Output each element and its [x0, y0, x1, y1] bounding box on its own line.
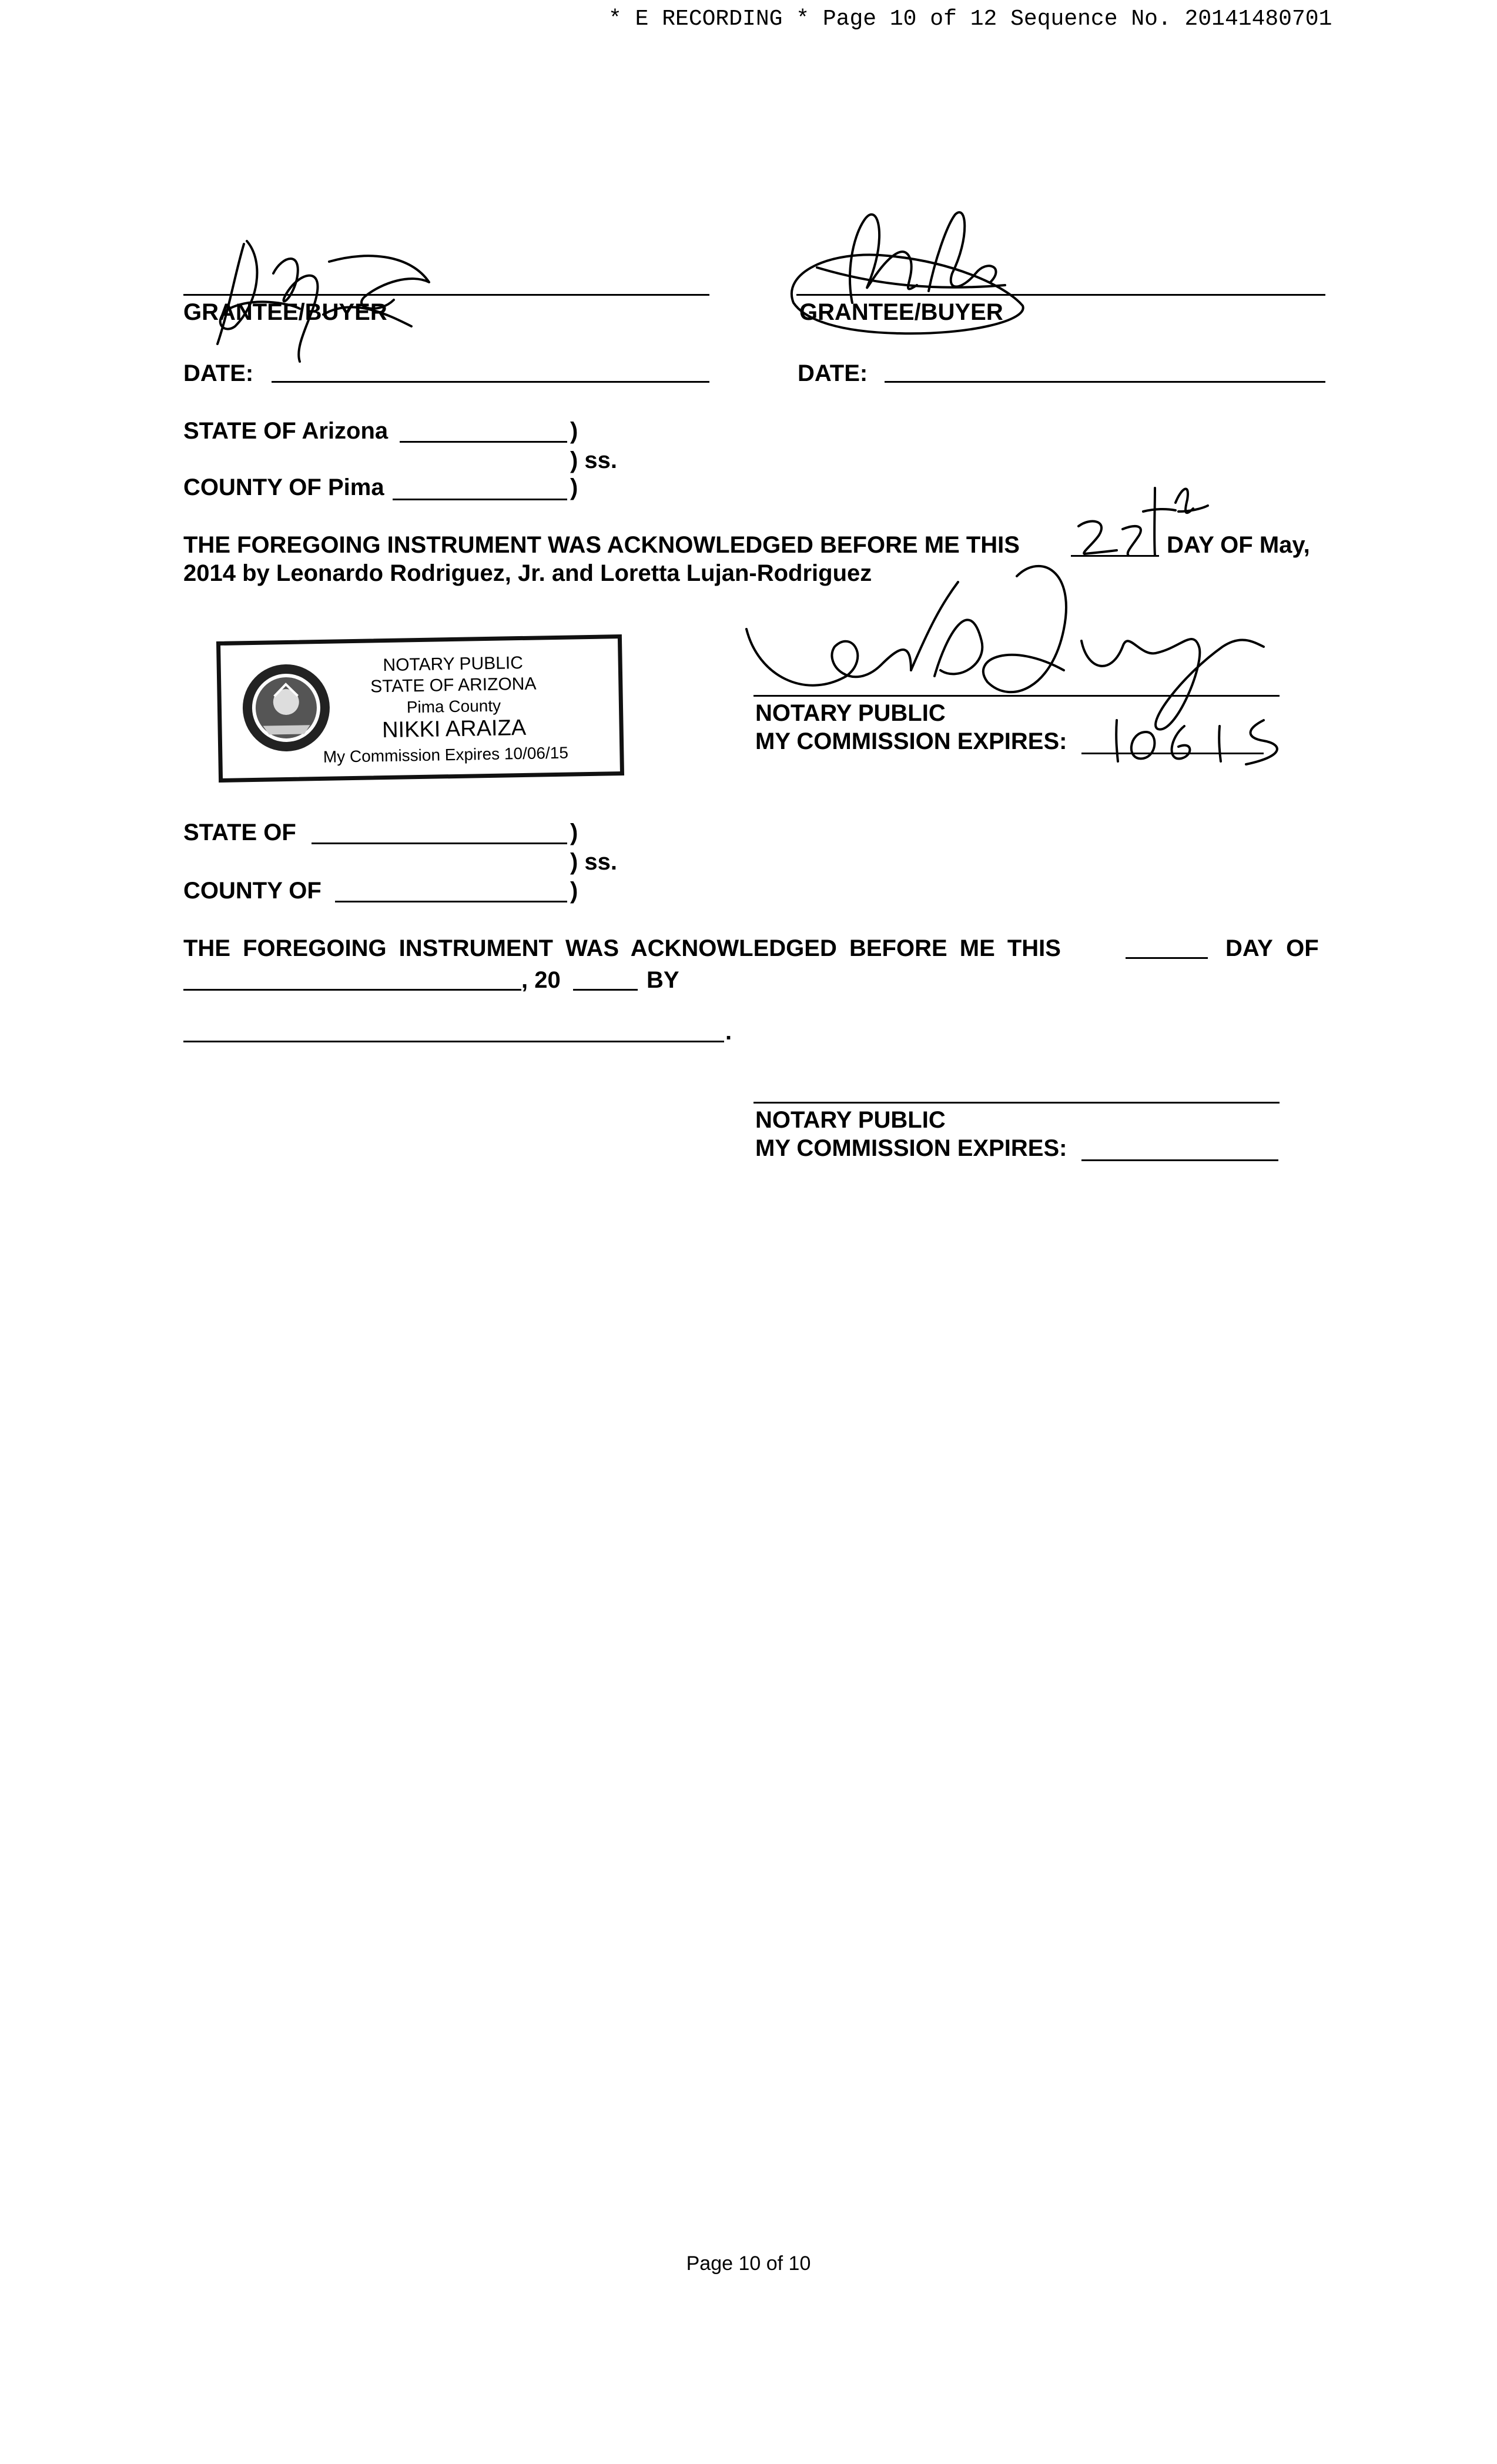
venue2-county-label: COUNTY OF [183, 878, 321, 904]
notary2-signature-line [753, 1102, 1280, 1104]
venue1-state-value: Arizona [302, 418, 389, 444]
venue2-close-paren-bottom: ) [570, 878, 578, 904]
notary-stamp [216, 634, 624, 783]
notary2-commission-line [1081, 1159, 1278, 1161]
ack2-text-post: DAY OF [1225, 935, 1319, 961]
stamp-line5: My Commission Expires 10/06/15 [323, 743, 569, 766]
stamp-line3: Pima County [406, 696, 501, 717]
venue1-ss: ) ss. [570, 447, 618, 473]
ack1-text-post: DAY OF May, [1167, 532, 1310, 558]
notary2-title: NOTARY PUBLIC [755, 1107, 946, 1133]
venue1-county-label: COUNTY OF [183, 474, 321, 500]
ack1-text-pre: THE FOREGOING INSTRUMENT WAS ACKNOWLEDGED BEFORE ME THIS [183, 532, 1020, 558]
notary1-signature-line [753, 695, 1280, 697]
grantee-label-right: GRANTEE/BUYER [799, 299, 1003, 325]
notary1-title: NOTARY PUBLIC [755, 700, 946, 726]
venue2-close-paren-top: ) [570, 820, 578, 845]
venue1-county-value: Pima [327, 474, 384, 500]
grantee-signature-left [176, 226, 458, 367]
venue1-state-line [400, 441, 567, 443]
venue2-ss: ) ss. [570, 849, 618, 875]
venue1-county-row [183, 474, 384, 501]
page-number: Page 10 of 10 [686, 2252, 811, 2275]
notary1-commission-handwriting [1105, 708, 1299, 773]
ack2-year-line [573, 989, 638, 991]
date-line-right [885, 381, 1325, 383]
ack2-year-prefix: , 20 [521, 967, 561, 993]
stamp-line2: STATE OF ARIZONA [370, 674, 537, 697]
grantee-label-left: GRANTEE/BUYER [183, 299, 387, 325]
venue1-state-label: STATE OF [183, 418, 296, 444]
ack2-day-line [1126, 957, 1208, 959]
venue1-close-paren-bottom: ) [570, 474, 578, 500]
ack2-period: . [725, 1019, 732, 1045]
notary2-commission-label: MY COMMISSION EXPIRES: [755, 1135, 1067, 1161]
stamp-line4: NIKKI ARAIZA [381, 715, 527, 743]
venue1-close-paren-top: ) [570, 418, 578, 444]
ack2-by: BY [647, 967, 679, 993]
venue2-state-line [312, 842, 567, 844]
venue1-county-line [393, 499, 567, 500]
state-seal-icon [239, 660, 334, 756]
grantee-signature-line-left [183, 294, 709, 296]
venue2-state-label: STATE OF [183, 820, 296, 845]
ack1-line2: 2014 by Leonardo Rodriguez, Jr. and Loretta Lujan-Rodriguez [183, 560, 872, 586]
ack2-name-line [183, 1041, 724, 1042]
date-label-right: DATE: [798, 360, 868, 386]
date-line-left [272, 381, 709, 383]
stamp-line1: NOTARY PUBLIC [383, 653, 524, 676]
notary1-commission-label: MY COMMISSION EXPIRES: [755, 728, 1067, 754]
venue1-state-row [183, 417, 388, 444]
ack2-text-pre: THE FOREGOING INSTRUMENT WAS ACKNOWLEDGED BEFORE ME THIS [183, 935, 1061, 961]
ack2-month-line [183, 989, 521, 991]
grantee-signature-line-right [796, 294, 1325, 296]
venue2-county-line [335, 901, 567, 902]
date-label-left: DATE: [183, 360, 254, 386]
recording-header: * E RECORDING * Page 10 of 12 Sequence No. 20141480701 [608, 6, 1332, 32]
